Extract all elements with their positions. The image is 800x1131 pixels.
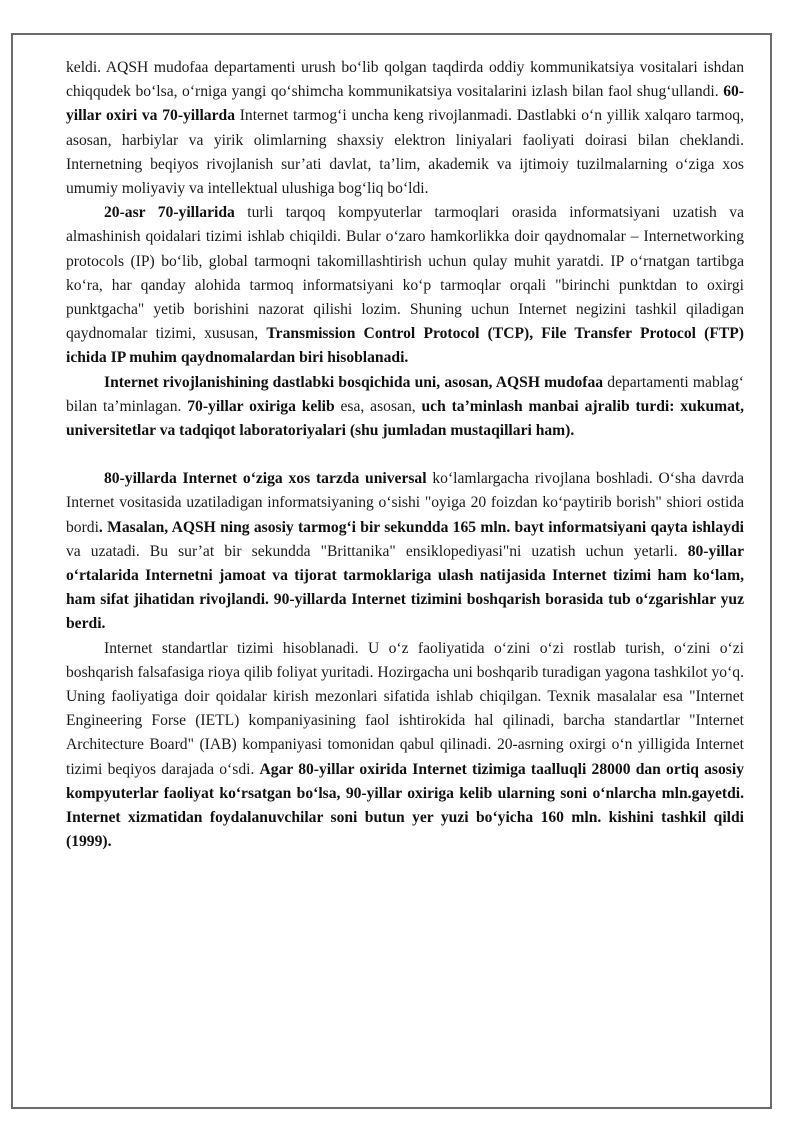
bold-text-run: Agar 80-yillar oxirida Internet tizimiga taalluqli 28000 dan ortiq asosiy kompyuterlar faoliyat ko‘rsatgan bo‘lsa, 90-yillar oxiriga kelib ularning soni o‘nlarcha mln.gayetdi. Internet xizmatidan foydalanuvchilar soni butun yer yuzi bo‘yicha 160 mln. kishini tashkil qildi (1999). xyxy=(66,760,744,851)
text-run: turli tarqoq kompyuterlar tarmoqlari orasida informatsiyani uzatish va almashinish qoidalari tizimi ishlab chiqildi. Bular o‘zaro hamkorlikka doir qaydnomalar – Internetworking protocols (IP) bo‘lib, global tarmoqni takomillashtirish uchun qulay muhit yaratdi. IP o‘rnatgan tartibga ko‘ra, har qanday alohida tarmoq informatsiyani ko‘p tarmoqlar orqali "birinchi punktdan to oxirgi punktgacha" yetib borishini nazorat qilishi lozim. Shuning uchun Internet negizini tashkil qiladigan qaydnomalar tizimi, xususan, xyxy=(66,204,745,343)
bold-text-run: 60-yillar oxiri va 70-yillarda xyxy=(66,83,744,125)
text-run: ko‘lamlargacha rivojlana boshladi. O‘sha davrda Internet vositasida uzatiladigan informatsiyaning o‘sishi "oyiga 20 foizdan ko‘paytirib borish" shiori ostida bordi xyxy=(66,470,744,536)
bold-text-run: . Masalan, AQSH ning asosiy tarmog‘i bir sekundda 165 mln. bayt informatsiyani qayta ishlaydi xyxy=(98,518,744,536)
bold-text-run: 80-yillarda Internet o‘ziga xos tarzda universal xyxy=(104,470,427,488)
paragraph-p3 xyxy=(66,371,744,444)
paragraph-p5 xyxy=(66,637,744,855)
text-run: keldi. AQSH mudofaa departamenti urush bo‘lib qolgan taqdirda oddiy kommunikatsiya vositalari ishdan chiqqudek bo‘lsa, o‘rniga yangi qo‘shimcha kommunikatsiya vositalarini izlash bilan faol shug‘ullandi. xyxy=(66,59,744,101)
bold-text-run: 20-asr 70-yillarida xyxy=(104,204,235,222)
bold-text-run: 80-yillar o‘rtalarida Internetni jamoat va tijorat tarmoklariga ulash natijasida Internet tizimi ham ko‘lam, ham sifat jihatidan rivojlandi. 90-yillarda Internet tizimini boshqarish borasida tub o‘zgarishlar yuz berdi. xyxy=(66,542,744,633)
bold-text-run: Internet rivojlanishining dastlabki bosqichida uni, asosan, AQSH mudofaa xyxy=(104,373,604,391)
document-body xyxy=(66,56,744,855)
bold-text-run: 70-yillar oxiriga kelib xyxy=(187,397,335,415)
text-run: esa, asosan, xyxy=(334,397,422,415)
paragraph-p2 xyxy=(66,201,744,370)
text-run: departamenti mablag‘ bilan ta’minlagan. xyxy=(66,373,744,415)
text-run: Internet standartlar tizimi hisoblanadi. U o‘z faoliyatida o‘zini o‘zi rostlab turish, o‘zini o‘zi boshqarish falsafasiga rioya qilib foliyat yuritadi. Hozirgacha uni boshqarib turadigan yagona tashkilot yo‘q. Uning faoliyatiga doir qoidalar kirish mezonlari sifatida ishlab chiqilgan. Texnik masalalar esa "Internet Engineering Forse (IETL) kompaniyasining faol ishtirokida hal qilinadi, barcha standartlar "Internet Architecture Board" (IAB) kompaniyasi tomonidan qabul qilinadi. 20-asrning oxirgi o‘n yilligida Internet tizimi beqiyos darajada o‘sdi. xyxy=(66,639,744,778)
bold-text-run: Transmission Control Protocol (TCP), File Transfer Protocol (FTP) ichida IP muhim qaydnomalardan biri hisoblanadi. xyxy=(66,325,744,367)
text-run: va uzatadi. Bu sur’at bir sekundda "Brittanika" ensiklopediyasi"ni uzatish uchun yetarli. xyxy=(66,542,688,560)
text-run: Internet tarmog‘i uncha keng rivojlanmadi. Dastlabki o‘n yillik xalqaro tarmoq, asosan, harbiylar va yirik olimlarning shaxsiy elektron liniyalari faoliyati doirasi bilan cheklandi. Internetning beqiyos rivojlanish sur’ati davlat, ta’lim, akademik va ijtimoiy tuzilmalarning o‘ziga xos umumiy moliyaviy va intellektual ulushiga bog‘liq bo‘ldi. xyxy=(66,107,745,198)
paragraph-p1 xyxy=(66,56,744,201)
bold-text-run: uch ta’minlash manbai ajralib turdi: xukumat, universitetlar va tadqiqot laboratoriyalari (shu jumladan mustaqillari ham). xyxy=(66,397,744,440)
paragraph-p4 xyxy=(66,467,744,636)
